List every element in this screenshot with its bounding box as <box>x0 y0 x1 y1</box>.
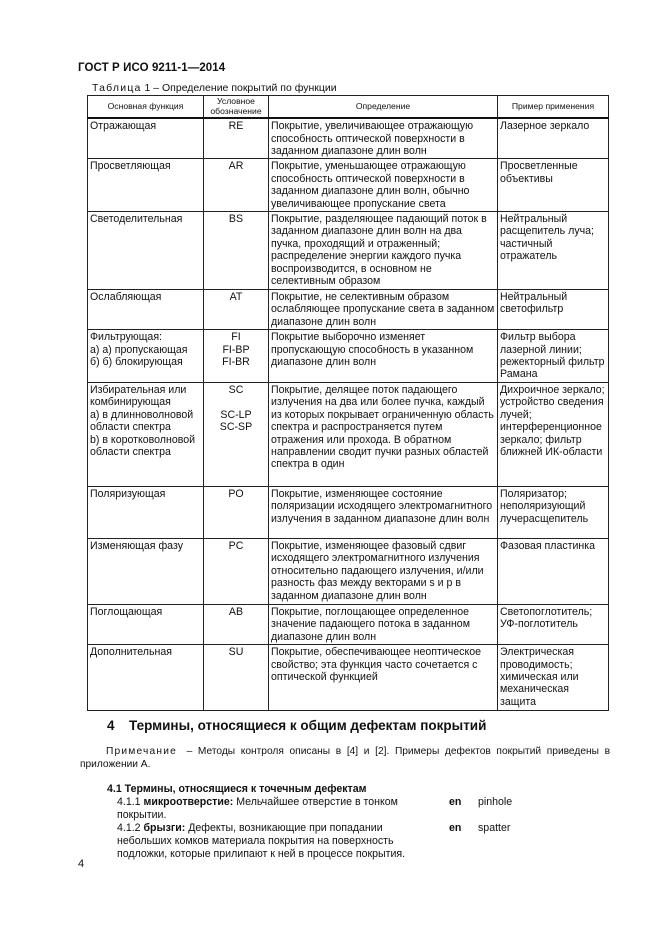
cell-example: Поляризатор; неполяризующий лучерасщепитель <box>498 486 609 538</box>
term-entry <box>117 796 398 809</box>
section-heading <box>107 718 486 733</box>
table-caption-word: Таблица <box>92 82 142 94</box>
cell-code: FI FI-BP FI-BR <box>204 330 269 383</box>
table-row <box>88 159 609 212</box>
subsection-title: 4.1 Термины, относящиеся к точечным дефектам <box>107 783 367 795</box>
cell-example: Фильтр выбора лазерной линии; режекторный фильтр Рамана <box>498 330 609 383</box>
cell-code: AR <box>204 159 269 212</box>
cell-example: Просветленные объективы <box>498 159 609 212</box>
page-number: 4 <box>78 858 85 870</box>
cell-example: Нейтральный расщепитель луча; частичный отражатель <box>498 212 609 290</box>
table-row <box>88 645 609 711</box>
cell-function: Поглощающая <box>88 604 204 644</box>
cell-example: Дихроичное зеркало; устройство сведения лучей; интерференционное зеркало; фильтр ближней ИК-области <box>498 382 609 486</box>
note-label: Примечание <box>106 746 177 757</box>
coating-function-table <box>87 95 609 711</box>
cell-example: Лазерное зеркало <box>498 118 609 159</box>
section-number: 4 <box>107 718 115 733</box>
cell-function: Поляризующая <box>88 486 204 538</box>
cell-function: Отражающая <box>88 118 204 159</box>
term-definition-continued: покрытии. <box>117 809 167 821</box>
table-header-row <box>88 96 609 119</box>
en-label: en <box>449 822 462 834</box>
cell-code: PO <box>204 486 269 538</box>
col-header-example: Пример применения <box>498 96 609 119</box>
section-title: Термины, относящиеся к общим дефектам покрытий <box>129 718 487 733</box>
table-row <box>88 486 609 538</box>
cell-code: SC SC-LP SC-SP <box>204 382 269 486</box>
cell-code: RE <box>204 118 269 159</box>
term-number: 4.1.1 <box>117 796 141 808</box>
cell-definition: Покрытие, увеличивающее отражающую способность оптической поверхности в заданном диапазоне длин волн <box>269 118 498 159</box>
term-name: микроотверстие: <box>143 796 234 808</box>
table-row <box>88 330 609 383</box>
table-row <box>88 212 609 290</box>
term-definition: Мельчайшее отверстие в тонком <box>233 796 398 808</box>
cell-code: BS <box>204 212 269 290</box>
cell-function: Избирательная или комбинирующая а) в длинноволновой области спектра b) в коротковолновой области спектра <box>88 382 204 486</box>
cell-definition: Покрытие, изменяющее состояние поляризации исходящего электромагнитного излучения в заданном диапазоне длин волн <box>269 486 498 538</box>
en-term: pinhole <box>478 796 513 808</box>
table-row <box>88 604 609 644</box>
cell-definition: Покрытие, изменяющее фазовый сдвиг исходящего электромагнитного излучения относительно падающего излучения, и/или разность фаз между векторами s и p в заданном диапазоне длин волн <box>269 538 498 604</box>
cell-definition: Покрытие выборочно изменяет пропускающую способность в указанном диапазоне длин волн <box>269 330 498 383</box>
cell-function: Фильтрующая: а) а) пропускающая б) б) блокирующая <box>88 330 204 383</box>
table-row <box>88 538 609 604</box>
cell-example: Светопоглотитель; УФ-поглотитель <box>498 604 609 644</box>
cell-function: Дополнительная <box>88 645 204 711</box>
table-caption-text: 1 – Определение покрытий по функции <box>141 82 337 94</box>
term-number: 4.1.2 <box>117 822 141 834</box>
cell-code: PC <box>204 538 269 604</box>
col-header-code: Условное обозначение <box>204 96 269 119</box>
term-definition-continued: подложки, которые прилипают к ней в процессе покрытия. <box>117 848 406 860</box>
table-row <box>88 290 609 330</box>
term-definition: Дефекты, возникающие при попадании <box>185 822 383 834</box>
cell-definition: Покрытие, разделяющее падающий поток в заданном диапазоне длин волн на два пучка, проходящий и отраженный; распределение энергии каждого пучка воспроизводится, в основном не селективным образом <box>269 212 498 290</box>
cell-function: Просветляющая <box>88 159 204 212</box>
cell-definition: Покрытие, обеспечивающее неоптическое свойство; эта функция часто сочетается с оптической функцией <box>269 645 498 711</box>
term-entry <box>117 822 383 835</box>
en-label: en <box>449 796 462 808</box>
cell-function: Ослабляющая <box>88 290 204 330</box>
en-term: spatter <box>478 822 511 834</box>
col-header-function: Основная функция <box>88 96 204 119</box>
col-header-definition: Определение <box>269 96 498 119</box>
cell-example: Фазовая пластинка <box>498 538 609 604</box>
cell-code: AT <box>204 290 269 330</box>
term-name: брызги: <box>143 822 186 834</box>
cell-function: Изменяющая фазу <box>88 538 204 604</box>
cell-example: Нейтральный светофильтр <box>498 290 609 330</box>
cell-definition: Покрытие, делящее поток падающего излучения на два или более пучка, каждый из которых покрывает ограниченную область спектра и распространяется путем отражения или прохода. В обратном направлении сводит пучки разных областей спектра в один <box>269 382 498 486</box>
table-row <box>88 382 609 486</box>
cell-definition: Покрытие, уменьшающее отражающую способность оптической поверхности в заданном диапазоне длин волн, обычно увеличивающее пропускание света <box>269 159 498 212</box>
document-header: ГОСТ Р ИСО 9211-1—2014 <box>78 62 226 74</box>
table-row <box>88 118 609 159</box>
note-text: – Методы контроля описаны в [4] и [2]. Примеры дефектов покрытий приведены в приложении А. <box>80 746 610 770</box>
cell-definition: Покрытие, не селективным образом ослабляющее пропускание света в заданном диапазоне длин волн <box>269 290 498 330</box>
cell-code: AB <box>204 604 269 644</box>
cell-code: SU <box>204 645 269 711</box>
cell-definition: Покрытие, поглощающее определенное значение падающего потока в заданном диапазоне длин волн <box>269 604 498 644</box>
cell-function: Светоделительная <box>88 212 204 290</box>
cell-example: Электрическая проводимость; химическая или механическая защита <box>498 645 609 711</box>
table-caption <box>92 82 337 94</box>
note-paragraph <box>80 745 610 771</box>
term-definition-continued: небольших комков материала покрытия на поверхность <box>117 835 394 847</box>
